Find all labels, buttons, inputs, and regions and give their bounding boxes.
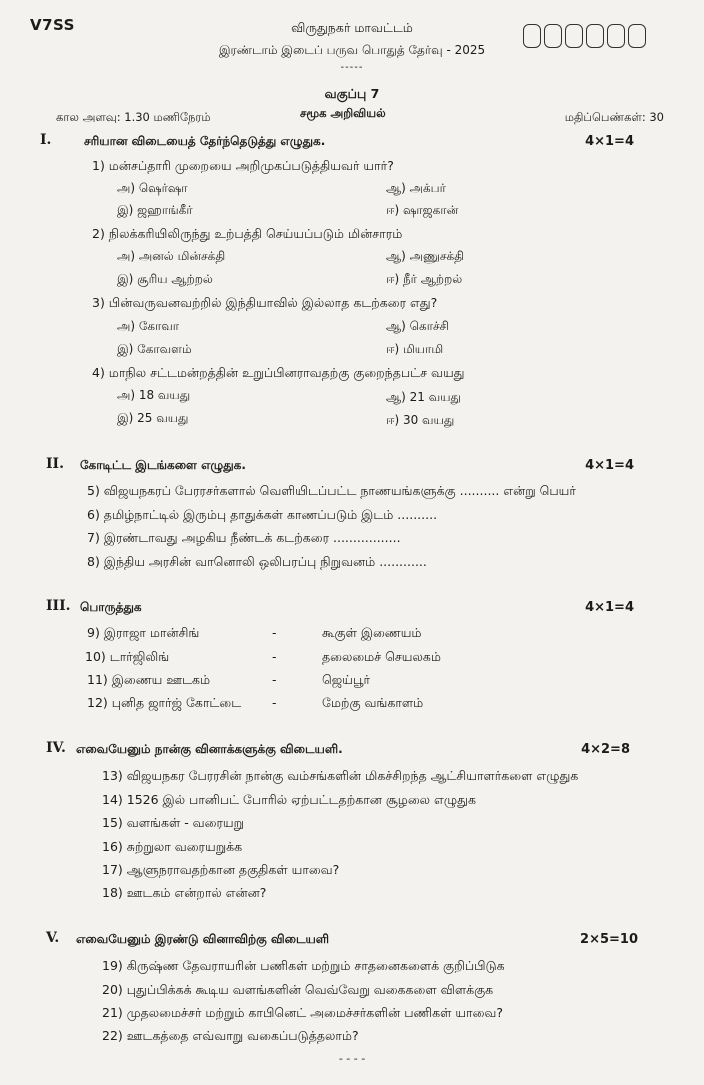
section-marks: 4×2=8 — [581, 742, 630, 757]
option: ஈ) 30 வயது — [386, 413, 455, 427]
match-dash: - — [272, 625, 277, 640]
question-text: 16) சுற்றுலா வரையறுக்க — [102, 839, 243, 854]
question-text: 4) மாநில சட்டமன்றத்தின் உறுப்பினராவதற்கு குறைந்தபட்ச வயது — [92, 365, 465, 380]
section-title: எவையேனும் இரண்டு வினாவிற்கு விடையளி — [76, 932, 330, 946]
question-text: 6) தமிழ்நாட்டில் இரும்பு தாதுக்கள் காணப்படும் இடம் .......... — [87, 507, 438, 522]
duration-label: கால அளவு: 1.30 மணிநேரம் — [56, 110, 211, 124]
question-text: 5) விஜயநகரப் பேரரசர்களால் வெளியிடப்பட்ட நாணயங்களுக்கு .......... என்று பெயர் — [87, 483, 576, 498]
section-marks: 4×1=4 — [585, 600, 634, 615]
section-marks: 2×5=10 — [580, 932, 638, 947]
section-number: II. — [46, 456, 64, 472]
question-text: 8) இந்திய அரசின் வானொலி ஒலிபரப்பு நிறுவனம் ............ — [87, 554, 427, 569]
register-box — [607, 24, 625, 48]
option: அ) அனல் மின்சக்தி — [117, 249, 226, 263]
section-title: சரியான விடையைத் தேர்ந்தெடுத்து எழுதுக. — [84, 134, 326, 148]
paper-code: V7SS — [30, 16, 75, 34]
exam-title: இரண்டாம் இடைப் பருவ பொதுத் தேர்வு - 2025 — [218, 43, 486, 57]
section-marks: 4×1=4 — [585, 134, 634, 149]
subject-label: சமூக அறிவியல் — [300, 106, 386, 120]
option: ஈ) நீர் ஆற்றல் — [386, 272, 463, 286]
match-right: மேற்கு வங்காளம் — [322, 695, 424, 710]
match-dash: - — [272, 695, 277, 710]
section-number: V. — [46, 930, 60, 946]
question-text: 22) ஊடகத்தை எவ்வாறு வகைப்படுத்தலாம்? — [102, 1028, 359, 1043]
option: ஆ) அக்பர் — [386, 181, 446, 195]
match-left: 10) டார்ஜிலிங் — [85, 649, 170, 664]
match-dash: - — [272, 672, 277, 687]
question-text: 17) ஆளுநராவதற்கான தகுதிகள் யாவை? — [102, 862, 340, 877]
question-text: 3) பின்வருவனவற்றில் இந்தியாவில் இல்லாத கடற்கரை எது? — [92, 295, 438, 310]
header-separator: ----- — [340, 62, 364, 73]
question-text: 2) நிலக்கரியிலிருந்து உற்பத்தி செய்யப்படும் மின்சாரம் — [92, 226, 403, 241]
option: அ) ஷெர்ஷா — [117, 181, 188, 195]
max-marks-label: மதிப்பெண்கள்: 30 — [564, 110, 664, 124]
option: அ) 18 வயது — [117, 388, 191, 402]
register-box — [586, 24, 604, 48]
option: இ) சூரிய ஆற்றல் — [117, 272, 213, 286]
question-text: 13) விஜயநகர பேரரசின் நான்கு வம்சங்களின் மிகச்சிறந்த ஆட்சியாளர்களை எழுதுக — [102, 768, 579, 783]
option: இ) 25 வயது — [117, 411, 189, 425]
section-title: எவையேனும் நான்கு வினாக்களுக்கு விடையளி. — [76, 742, 343, 756]
question-text: 19) கிருஷ்ண தேவராயரின் பணிகள் மற்றும் சாதனைகளைக் குறிப்பிடுக — [102, 958, 505, 973]
match-dash: - — [272, 649, 277, 664]
option: ஈ) ஷாஜகான் — [386, 203, 459, 217]
register-box — [544, 24, 562, 48]
question-text: 18) ஊடகம் என்றால் என்ன? — [102, 885, 267, 900]
match-left: 12) புனித ஜார்ஜ் கோட்டை — [87, 695, 242, 710]
section-title: பொருத்துக — [80, 600, 142, 614]
option: இ) ஜஹாங்கீர் — [117, 203, 193, 217]
option: ஆ) 21 வயது — [386, 390, 461, 404]
question-text: 21) முதலமைச்சர் மற்றும் காபினெட் அமைச்சர்களின் பணிகள் யாவை? — [102, 1005, 504, 1020]
section-number: I. — [40, 132, 52, 148]
register-box — [523, 24, 541, 48]
match-left: 11) இணைய ஊடகம் — [87, 672, 211, 687]
question-text: 1) மன்சப்தாரி முறையை அறிமுகப்படுத்தியவர் யார்? — [92, 158, 394, 173]
option: ஆ) அணுசக்தி — [386, 249, 464, 263]
section-title: கோடிட்ட இடங்களை எழுதுக. — [80, 458, 246, 472]
question-text: 14) 1526 இல் பானிபட் போரில் ஏற்பட்டதற்கான சூழலை எழுதுக — [102, 792, 476, 807]
section-number: IV. — [46, 740, 66, 756]
match-left: 9) இராஜா மான்சிங் — [87, 625, 200, 640]
question-text: 15) வளங்கள் - வரையறு — [102, 815, 245, 830]
section-number: III. — [46, 598, 71, 614]
match-right: கூகுள் இணையம் — [322, 625, 422, 640]
option: இ) கோவளம் — [117, 342, 192, 356]
district-title: விருதுநகர் மாவட்டம் — [291, 20, 413, 35]
class-label: வகுப்பு 7 — [324, 86, 380, 101]
register-box — [565, 24, 583, 48]
register-number-boxes — [523, 24, 649, 48]
question-text: 20) புதுப்பிக்கக் கூடிய வளங்களின் வெவ்வேறு வகைகளை விளக்குக — [102, 982, 494, 997]
option: ஈ) மியாமி — [386, 342, 444, 356]
section-marks: 4×1=4 — [585, 458, 634, 473]
option: ஆ) கொச்சி — [386, 319, 449, 333]
register-box — [628, 24, 646, 48]
option: அ) கோவா — [117, 319, 180, 333]
footer-separator: - - - - — [338, 1052, 366, 1065]
match-right: ஜெய்பூர் — [322, 672, 370, 687]
question-text: 7) இரண்டாவது அழகிய நீண்டக் கடற்கரை ................. — [87, 530, 401, 545]
match-right: தலைமைச் செயலகம் — [322, 649, 441, 664]
